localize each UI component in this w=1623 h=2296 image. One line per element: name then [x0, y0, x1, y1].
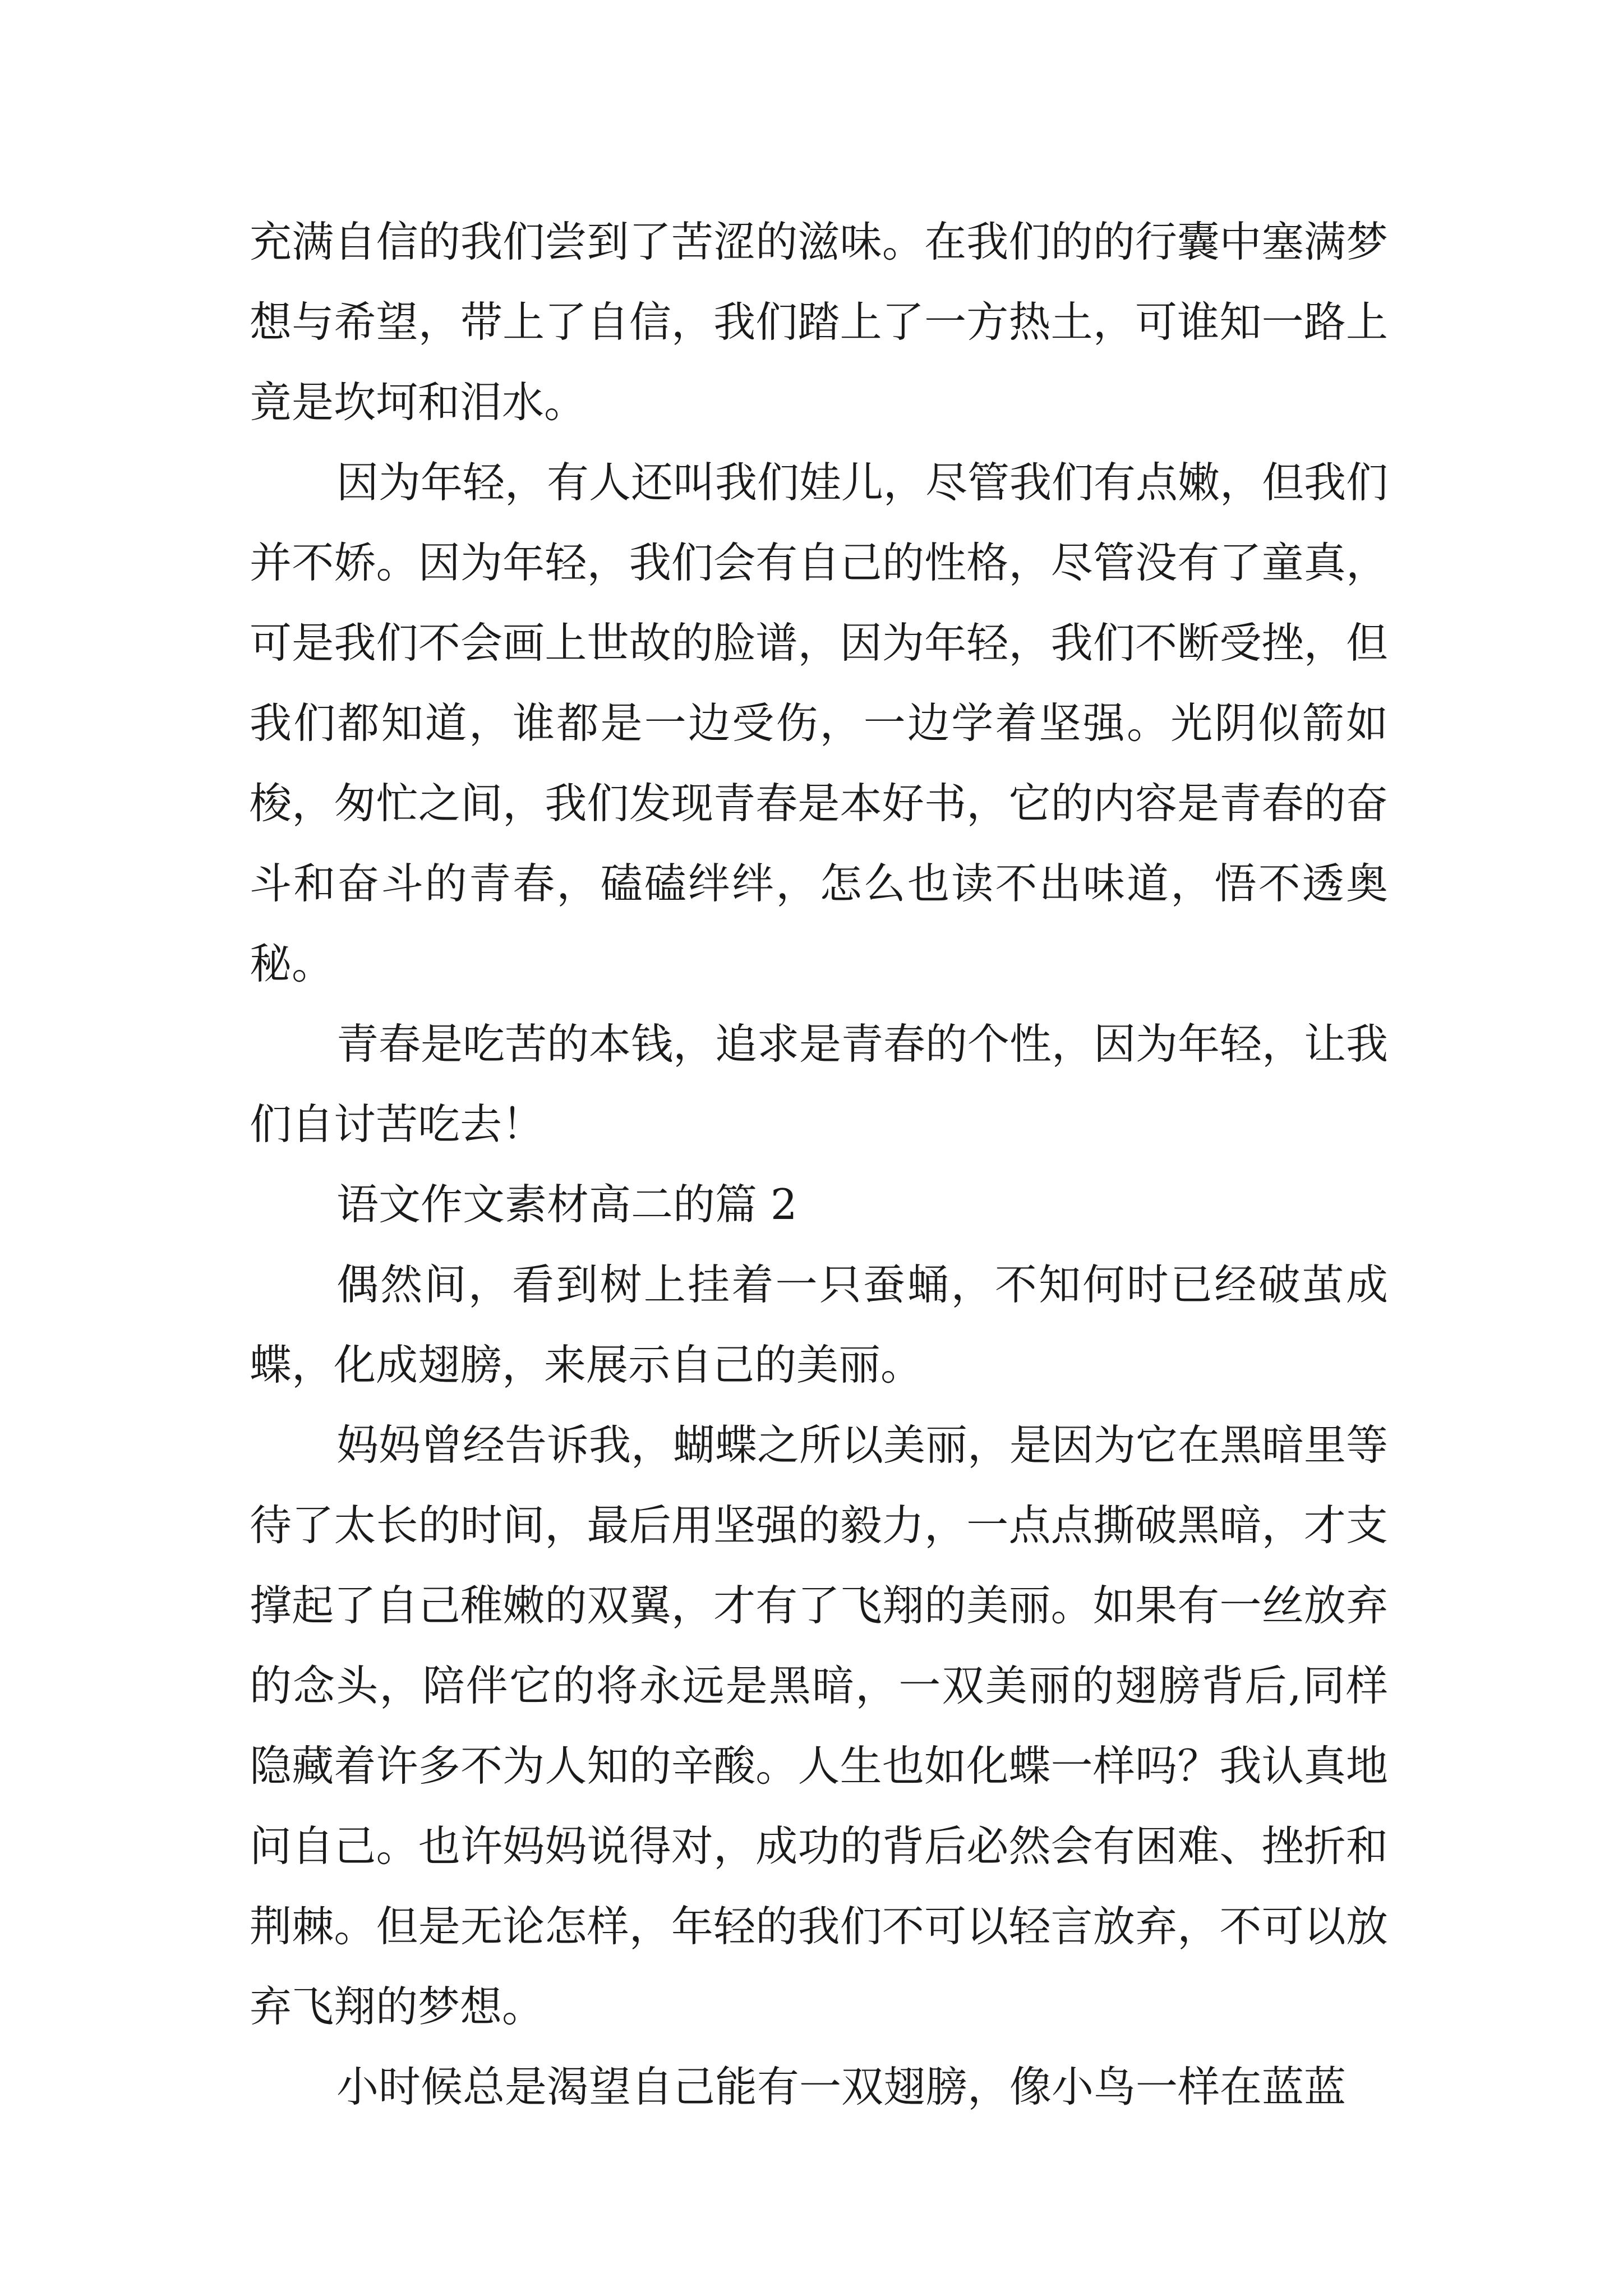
paragraph-3: 青春是吃苦的本钱，追求是青春的个性，因为年轻，让我们自讨苦吃去！ [250, 1019, 1389, 1149]
paragraph-6: 小时候总是渴望自己能有一双翅膀，像小鸟一样在蓝蓝 [336, 2062, 1347, 2111]
paragraph-4: 偶然间，看到树上挂着一只蚕蛹，不知何时已经破茧成蝶，化成翅膀，来展示自己的美丽。 [250, 1260, 1388, 1389]
section-heading: 语文作文素材高二的篇 2 [336, 1180, 797, 1229]
paragraph-2: 因为年轻，有人还叫我们娃儿，尽管我们有点嫩，但我们并不娇。因为年轻，我们会有自己的性格，尽管没有了童真，可是我们不会画上世故的脸谱，因为年轻，我们不断受挫，但我们都知道，谁都是一边受伤，一边学着坚强。光阴似箭如梭，匆忙之间，我们发现青春是本好书，它的内容是青春的奋斗和奋斗的青春，磕磕绊绊，怎么也读不出味道，悟不透奥秘。 [250, 458, 1389, 988]
paragraph-5: 妈妈曾经告诉我，蝴蝶之所以美丽，是因为它在黑暗里等待了太长的时间，最后用坚强的毅力，一点点撕破黑暗，才支撑起了自己稚嫩的双翼，才有了飞翔的美丽。如果有一丝放弃的念头，陪伴它的将永远是黑暗，一双美丽的翅膀背后,同样隐藏着许多不为人知的辛酸。人生也如化蝶一样吗？我认真地问自己。也许妈妈说得对，成功的背后必然会有困难、挫折和荆棘。但是无论怎样，年轻的我们不可以轻言放弃，不可以放弃飞翔的梦想。 [250, 1420, 1389, 2031]
paragraph-1: 充满自信的我们尝到了苦涩的滋味。在我们的的行囊中塞满梦想与希望，带上了自信，我们踏上了一方热土，可谁知一路上竟是坎坷和泪水。 [250, 217, 1388, 427]
document-body [250, 202, 1388, 2127]
